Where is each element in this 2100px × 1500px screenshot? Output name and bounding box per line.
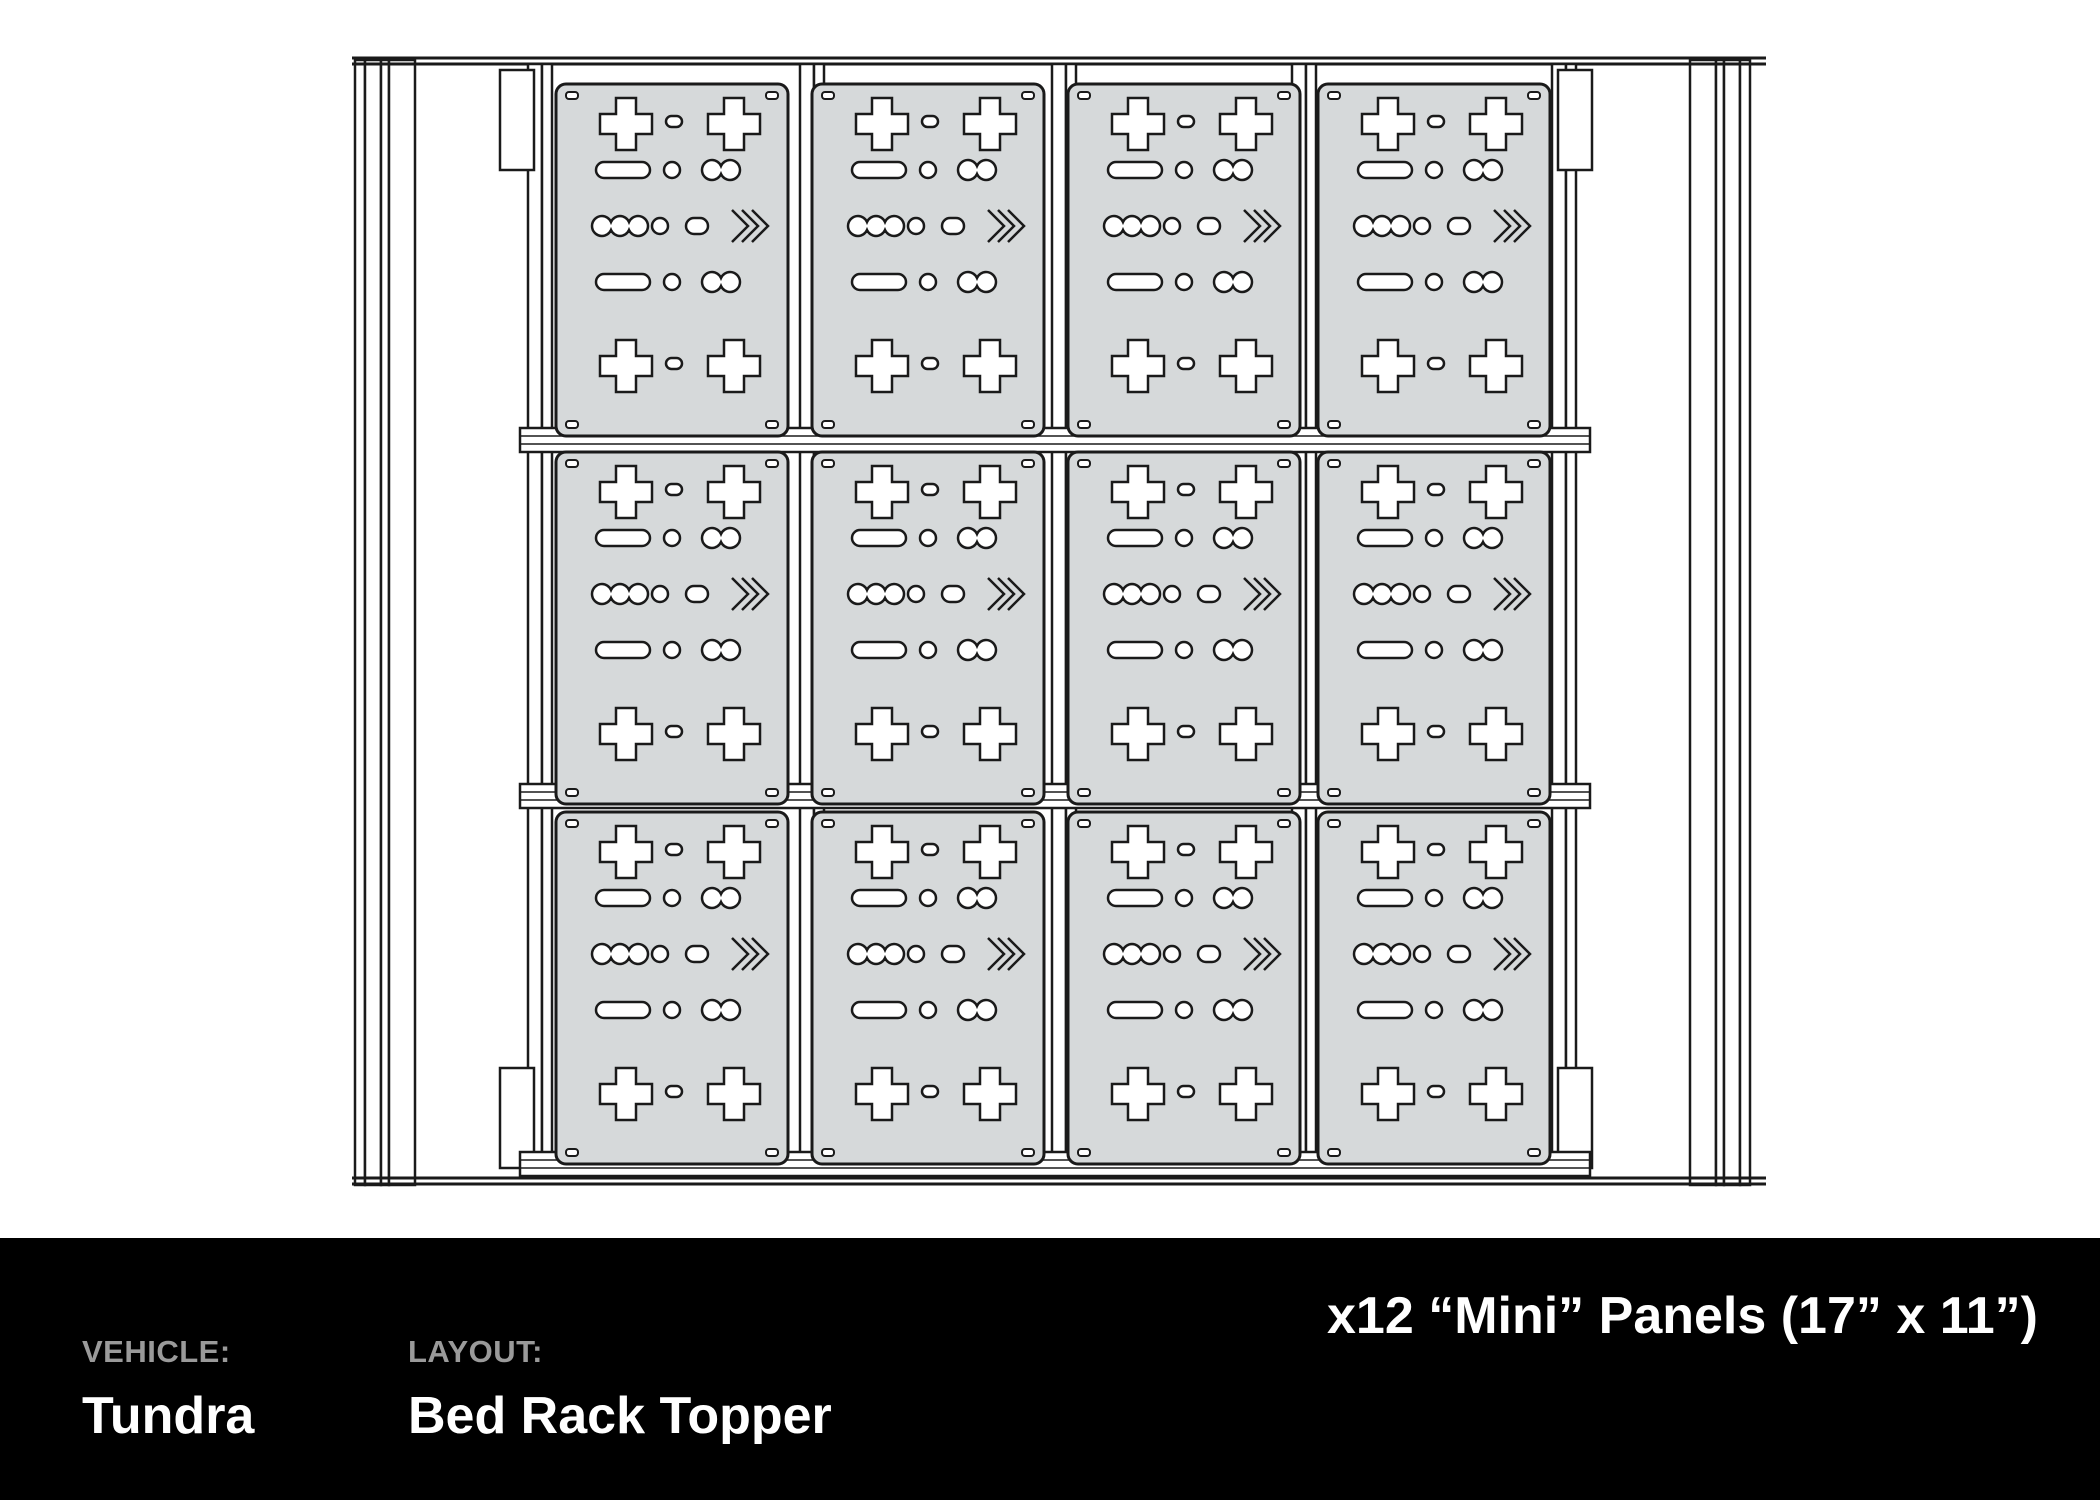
caption-bar [0,1238,2100,1500]
layout-value: Bed Rack Topper [408,1387,832,1445]
panel-r1c2 [812,84,1044,436]
vehicle-value: Tundra [82,1387,255,1445]
panel-r3c3 [1068,812,1300,1164]
right-side-rail [1690,60,1750,1185]
panel-summary: x12 “Mini” Panels (17” x 11”) [1327,1287,2038,1345]
panel-r1c1 [556,84,788,436]
panel-r2c4 [1318,452,1550,804]
left-side-rail [355,60,415,1185]
panel-r2c2 [812,452,1044,804]
vehicle-label: VEHICLE: [82,1334,231,1369]
panel-r1c3 [1068,84,1300,436]
panel-r3c2 [812,812,1044,1164]
panel-r1c4 [1318,84,1550,436]
layout-label: LAYOUT: [408,1334,543,1369]
panel-r2c3 [1068,452,1300,804]
panel-r2c1 [556,452,788,804]
panel-r3c4 [1318,812,1550,1164]
panel-r3c1 [556,812,788,1164]
